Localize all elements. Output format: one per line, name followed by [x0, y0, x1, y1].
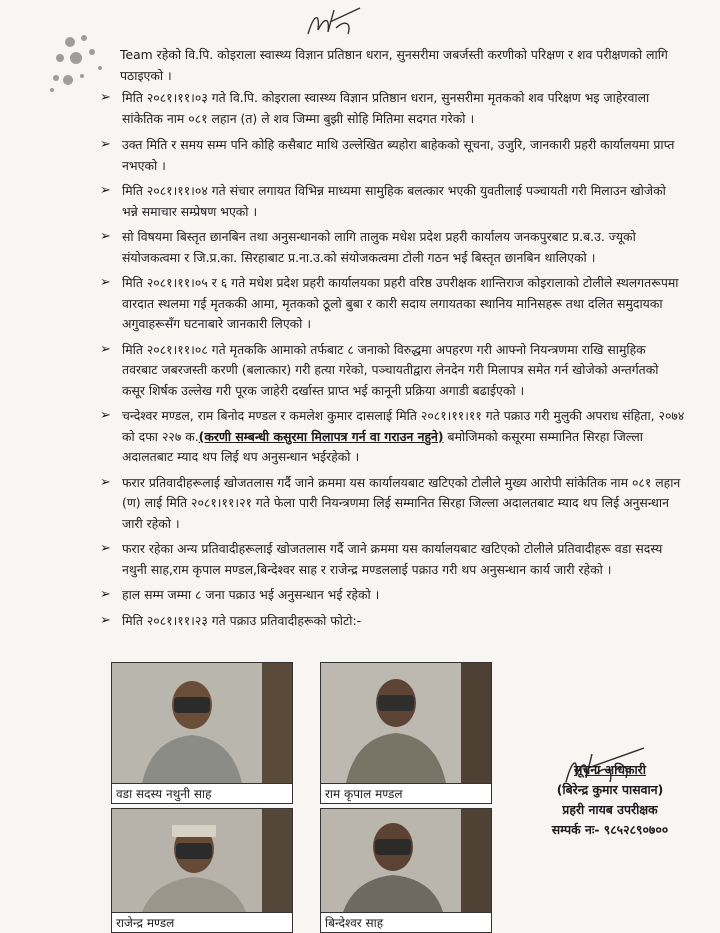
list-item: [100, 406, 685, 468]
arrow-bullet-icon: ➢: [100, 612, 111, 628]
arrow-bullet-icon: ➢: [100, 541, 111, 556]
photo-caption: राजेन्द्र मण्डल: [112, 912, 292, 932]
list-item-text: चन्देश्वर मण्डल, राम बिनोद मण्डल र कमलेश कुमार दासलाई मिति २०८१।११।११ गते पक्राउ गरी मुलुकी अपराध संहिता, २०७४ को दफा २२७ क.: [122, 408, 685, 444]
arrow-bullet-icon: ➢: [100, 341, 111, 357]
signature-mark-top: [300, 4, 370, 44]
list-item-text: फरार रहेका अन्य प्रतिवादीहरूलाई खोजतलास गर्दै जाने क्रममा यस कार्यालयबाट खटिएको टोलीले प्रतिवादीहरू वडा सदस्य नथुनी साह,राम कृपाल मण्डल,बिन्देश्वर साह र राजेन्द्र मण्डललाई पक्राउ गरी थप अनुसन्धान कार्य जारी रहेको ।: [122, 541, 663, 577]
list-item: [100, 181, 685, 222]
arrow-bullet-icon: ➢: [100, 587, 111, 602]
suspect-photo: [320, 808, 492, 933]
officer-contact: सम्पर्क नः- ९८५२८९०७००: [551, 822, 669, 837]
officer-title: सूचना अधिकारी: [574, 762, 646, 777]
suspect-photo: [111, 808, 293, 933]
list-item: [100, 135, 685, 176]
arrow-bullet-icon: ➢: [100, 137, 111, 152]
list-item-text: मिति २०८१।११।०५ र ६ गते मधेश प्रदेश प्रहरी कार्यालयका प्रहरी वरिष्ठ उपरीक्षक शान्तिराज कोइरालाको टोलीले स्थलगतरूपमा वारदात स्थलमा गई मृतककी आमा, मृतकको ठूलो बुबा र कारी सदाय लगायतका स्थानिय मानिसहरू तथा दलित समुदायका अगुवाहरूसँग घटनाबारे जानकारी लिएको ।: [122, 275, 679, 331]
list-item-text: बमोजिमको कसूरमा सम्मानित सिरहा जिल्ला अदालतबाट म्याद थप लिई थप अनुसन्धान भईरहेको ।: [122, 428, 643, 464]
list-item: [100, 273, 685, 335]
person-photo-icon: [321, 663, 491, 783]
list-item-text: मिति २०८१।११।०४ गते संचार लगायत विभिन्न माध्यमा सामुहिक बलत्कार भएकी युवतीलाई पञ्चायती गरी मिलाउन खोजेको भन्ने समाचार सम्प्रेषण भएको ।: [122, 183, 666, 219]
officer-rank: प्रहरी नायब उपरीक्षक: [562, 802, 658, 817]
list-item: [100, 539, 685, 580]
list-item-text: उक्त मिति र समय सम्म पनि कोहि कसैबाट माथि उल्लेखित ब्यहोरा बाहेकको सूचना, उजुरि, जानकारी प्रहरी कार्यालयमा प्राप्त नभएको ।: [122, 137, 675, 173]
arrow-bullet-icon: ➢: [100, 183, 111, 198]
person-photo-icon: [321, 809, 491, 912]
photo-caption: बिन्देश्वर साह: [321, 912, 491, 932]
list-item-text: मिति २०८१।११।०८ गते मृतककि आमाको तर्फबाट ८ जनाको विरुद्धमा अपहरण गरी आफ्नो नियन्त्रणमा राखि सामुहिक तवरबाट जबरजस्ती करणी (बलात्कार) गरी हत्या गरेको, पञ्चायतीद्वारा लेनदेन गरी मिलापत्र समेत गर्न खोजेको अन्तर्गतको कसूर शिर्षक उल्लेख गरी पूरक जाहेरी दर्खास्त प्राप्त भई कानूनी प्रक्रिया अगाडी बढाईएको ।: [122, 341, 659, 398]
list-item: [100, 227, 685, 268]
arrow-bullet-icon: ➢: [100, 474, 111, 490]
list-item: [100, 88, 685, 129]
intro-paragraph: Team रहेको वि.पि. कोइराला स्वास्थ्य विज्ञान प्रतिष्ठान धरान, सुनसरीमा जबर्जस्ती करणीको परिक्षण र शव परीक्षणको लागि पठाइएको ।: [120, 47, 668, 83]
list-item-text: हाल सम्म जम्मा ८ जना पक्राउ भई अनुसन्धान भई रहेको ।: [122, 587, 380, 602]
person-photo-icon: [112, 663, 292, 783]
list-item: [100, 585, 685, 606]
arrow-bullet-icon: ➢: [100, 229, 111, 244]
arrow-bullet-icon: ➢: [100, 408, 111, 423]
list-item: [100, 340, 685, 402]
list-item-text: मिति २०८१।११।२३ गते पक्राउ प्रतिवादीहरूको फोटो:-: [122, 612, 362, 628]
photo-caption: राम कृपाल मण्डल: [321, 783, 491, 803]
list-item-text: फरार प्रतिवादीहरूलाई खोजतलास गर्दै जाने क्रममा यस कार्यालयबाट खटिएको टोलीले मुख्य आरोपी सांकेतिक नाम ०८१ लहान (ण) लाई मिति २०८१।११।२१ गते फेला पारी नियन्त्रणमा लिई सम्मानित सिरहा जिल्ला अदालतबाट म्याद थप लिई अनुसन्धान जारी रहेको ।: [122, 474, 681, 531]
officer-name: (बिरेन्द्र कुमार पासवान): [556, 782, 664, 797]
arrow-bullet-icon: ➢: [100, 90, 111, 105]
list-item-text: मिति २०८१।११।०३ गते वि.पि. कोइराला स्वास्थ्य विज्ञान प्रतिष्ठान धरान, सुनसरीमा मृतकको शव परिक्षण भइ जाहेरवाला सांकेतिक नाम ०८१ लहान (त) ले शव जिम्मा बुझी सोहि मितिमा सदगत गरेको ।: [122, 90, 650, 126]
signature-block: [520, 760, 700, 840]
legal-section-highlight: (करणी सम्बन्धी कसुरमा मिलापत्र गर्न वा गराउन नहुने): [198, 428, 444, 444]
suspect-photo: [111, 662, 293, 804]
list-item: [100, 611, 685, 632]
list-item-text: सो विषयमा बिस्तृत छानबिन तथा अनुसन्धानको लागि तालुक मधेश प्रदेश प्रहरी कार्यालय जनकपुरबाट प्र.ब.उ. ज्यूको संयोजकत्वमा र जि.प्र.का. सिरहाबाट प्र.ना.उ.को संयोजकत्वमा टोली गठन भई बिस्तृत छानबिन थालिएको ।: [122, 229, 636, 265]
list-item: [100, 473, 685, 535]
suspect-photo: [320, 662, 492, 804]
bullet-list: [100, 88, 685, 636]
person-photo-icon: [112, 809, 292, 912]
photo-caption: वडा सदस्य नथुनी साह: [112, 783, 292, 803]
arrow-bullet-icon: ➢: [100, 275, 111, 290]
